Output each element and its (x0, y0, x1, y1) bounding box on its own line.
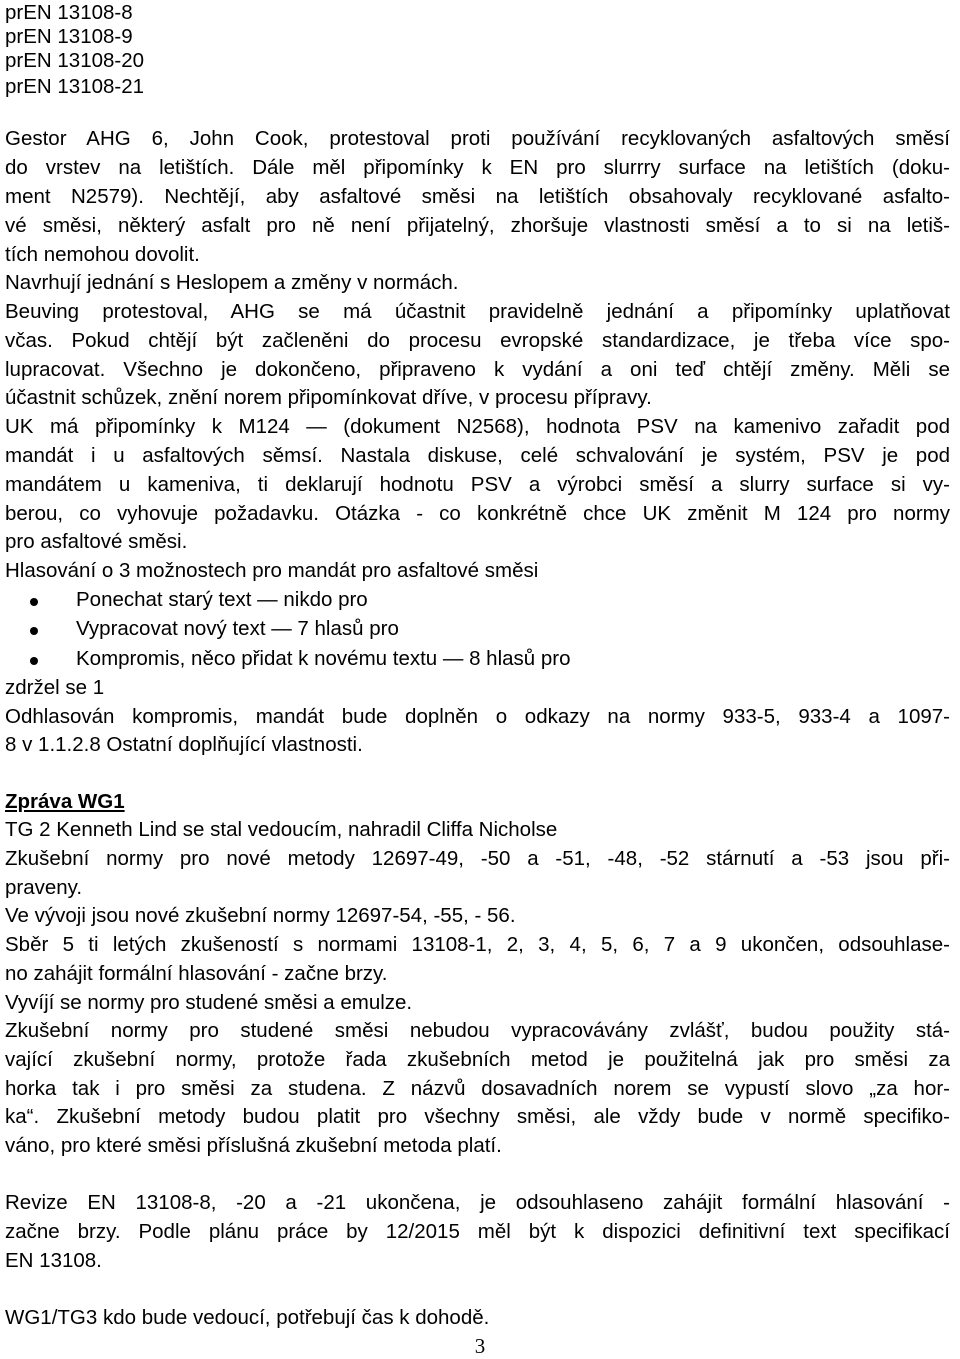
text-line: do vrstev na letištích. Dále měl připomínky k EN pro slurrry surface na letištích (doku- (5, 156, 950, 179)
text-line: Sběr 5 ti letých zkušeností s normami 13108-1, 2, 3, 4, 5, 6, 7 a 9 ukončen, odsouhlase- (5, 933, 950, 956)
text-line: zdržel se 1 (5, 676, 105, 699)
text-line: UK má připomínky k M124 — (dokument N2568), hodnota PSV na kamenivo zařadit pod (5, 415, 950, 438)
list-item: Vypracovat nový text — 7 hlasů pro (76, 617, 399, 640)
text-line: mandát i u asfaltových sěmsí. Nastala diskuse, celé schvalování je systém, PSV je pod (5, 444, 950, 467)
text-line: vající zkušební normy, protože řada zkušebních metod je použitelná jak pro směsi za (5, 1048, 950, 1071)
text-line: praveny. (5, 876, 83, 899)
list-item: Ponechat starý text — nikdo pro (76, 588, 368, 611)
text-line: včas. Pokud chtějí být začleněni do procesu evropské standardizace, je třeba více spo- (5, 329, 950, 352)
bullet-icon (30, 627, 38, 635)
text-line: berou, co vyhovuje požadavku. Otázka - co konkrétně chce UK změnit M 124 pro normy (5, 502, 950, 525)
text-line: Zkušební normy pro studené směsi nebudou vypracovávány zvlášť, budou použity stá- (5, 1019, 950, 1042)
ref-line: prEN 13108-9 (5, 25, 133, 48)
text-line: Gestor AHG 6, John Cook, protestoval proti používání recyklovaných asfaltových směsí (5, 127, 950, 150)
text-line: Odhlasován kompromis, mandát bude doplněn o odkazy na normy 933-5, 933-4 a 1097- (5, 705, 950, 728)
text-line: mandátem u kameniva, ti deklarují hodnotu PSV a výrobci směsí a slurry surface si vy- (5, 473, 950, 496)
text-line: tích nemohou dovolit. (5, 243, 200, 266)
text-line: 8 v 1.1.2.8 Ostatní doplňující vlastnosti. (5, 733, 363, 756)
text-line: ka“. Zkušební metody budou platit pro všechny směsi, ale vždy bude v normě specifiko- (5, 1105, 950, 1128)
text-line: Beuving protestoval, AHG se má účastnit pravidelně jednání a připomínky uplatňovat (5, 300, 950, 323)
text-line: pro asfaltové směsi. (5, 530, 188, 553)
text-line: TG 2 Kenneth Lind se stal vedoucím, nahradil Cliffa Nicholse (5, 818, 558, 841)
text-line: no zahájit formální hlasování - začne brzy. (5, 962, 388, 985)
ref-line: prEN 13108-21 (5, 75, 145, 98)
text-line: váno, pro které směsi příslušná zkušební metoda platí. (5, 1134, 502, 1157)
text-line: Vyvíjí se normy pro studené směsi a emulze. (5, 991, 413, 1014)
page-number: 3 (474, 1334, 486, 1358)
section-heading: Zpráva WG1 (5, 790, 125, 813)
ref-line: prEN 13108-20 (5, 49, 145, 72)
text-line: Navrhují jednání s Heslopem a změny v normách. (5, 271, 459, 294)
ref-line: prEN 13108-8 (5, 1, 133, 24)
text-line: ment N2579). Nechtějí, aby asfaltové směsi na letištích obsahovaly recyklované asfalto- (5, 185, 950, 208)
text-line: začne brzy. Podle plánu práce by 12/2015 měl být k dispozici definitivní text specifikací (5, 1220, 950, 1243)
bullet-icon (30, 657, 38, 665)
text-line: WG1/TG3 kdo bude vedoucí, potřebují čas k dohodě. (5, 1306, 490, 1329)
text-line: Revize EN 13108-8, -20 a -21 ukončena, je odsouhlaseno zahájit formální hlasování - (5, 1191, 950, 1214)
text-line: horka tak i pro směsi za studena. Z názvů dosavadních norem se vypustí slovo „za hor- (5, 1077, 950, 1100)
bullet-icon (30, 598, 38, 606)
text-line: EN 13108. (5, 1249, 102, 1272)
text-line: Zkušební normy pro nové metody 12697-49, -50 a -51, -48, -52 stárnutí a -53 jsou při- (5, 847, 950, 870)
text-line: účastnit schůzek, znění norem připomínkovat dříve, v procesu přípravy. (5, 386, 652, 409)
text-line: lupracovat. Všechno je dokončeno, připraveno k vydání a oni teď chtějí změny. Měli se (5, 358, 950, 381)
list-item: Kompromis, něco přidat k novému textu — 8 hlasů pro (76, 647, 571, 670)
text-line: vé směsi, některý asfalt pro ně není přijatelný, zhoršuje vlastnosti směsí a to si na letiš- (5, 214, 950, 237)
text-line: Hlasování o 3 možnostech pro mandát pro asfaltové směsi (5, 559, 539, 582)
text-line: Ve vývoji jsou nové zkušební normy 12697-54, -55, - 56. (5, 904, 516, 927)
